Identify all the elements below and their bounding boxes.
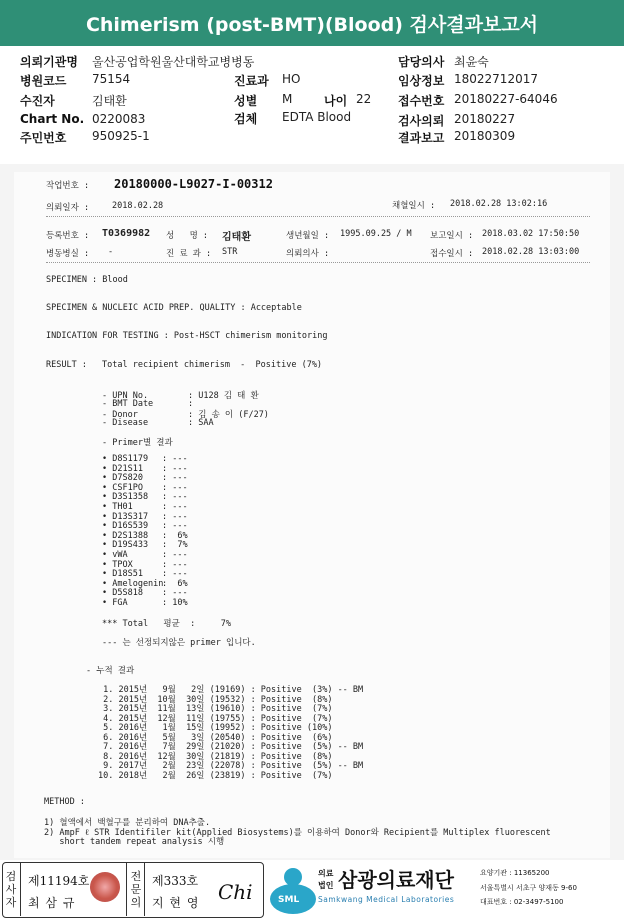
tester-license: 제11194호 [28, 874, 90, 888]
divider [126, 862, 127, 916]
info-row [102, 399, 193, 409]
sml-text: SML [278, 895, 300, 905]
reg-value: T0369982 [102, 228, 151, 239]
request-label: 검사의뢰 [398, 114, 445, 128]
primer-row-key: • TPOX [102, 559, 133, 570]
cumulative-row: 7. 2016년 7월 29일 (21020) : Positive (5%) -- BM [98, 742, 364, 752]
work-no-label: 작업번호 : [46, 181, 90, 191]
primer-row-value: : 7% [162, 540, 188, 551]
cumulative-row: 9. 2017년 2월 23일 (22078) : Positive (5%) -- BM [98, 761, 364, 771]
result-label: RESULT : [46, 360, 87, 370]
cumulative-row: 8. 2016년 12월 30일 (21819) : Positive (8%) [98, 751, 333, 762]
doctor-label: 담당의사 [398, 55, 445, 69]
primer-row-key: • CSF1PO [102, 482, 143, 493]
age-value: 22 [356, 92, 372, 106]
primer-row-value: : --- [162, 559, 188, 570]
report-header [0, 46, 624, 164]
primer-row-value: : --- [162, 473, 188, 484]
primer-row-value: : --- [162, 511, 188, 522]
primer-row [102, 492, 188, 502]
indication-line: INDICATION FOR TESTING : Post-HSCT chimerism monitoring [46, 331, 328, 341]
info-row-key: - UPN No. [102, 391, 149, 401]
info-row-key: - Disease [102, 417, 149, 428]
primer-row [102, 521, 188, 531]
collect-value: 2018.02.28 13:02:16 [450, 199, 548, 209]
primer-row [102, 560, 188, 570]
primer-row-key: • Amelogenin [102, 578, 164, 589]
primer-row-key: • TH01 [102, 502, 133, 512]
doctor-value: 최윤숙 [454, 55, 489, 69]
scan-dept-label: 진 료 과 : [166, 249, 212, 259]
receipt-label: 접수일시 : [430, 249, 474, 259]
info-row-key: - BMT Date [102, 398, 154, 409]
specimen-value: EDTA Blood [282, 110, 352, 124]
scan-report-label: 보고일시 : [430, 231, 474, 241]
collect-label: 채혈일시 : [392, 201, 436, 211]
receipt-no-label: 접수번호 [398, 94, 445, 108]
primer-row [102, 464, 188, 474]
scan-dept-value: STR [222, 247, 238, 257]
primer-row-value: : --- [162, 492, 188, 503]
primer-row [102, 483, 188, 493]
report-value: 20180309 [454, 129, 516, 143]
info-row-value: : SAA [188, 417, 214, 428]
primer-row-value: : 6% [162, 530, 188, 541]
primer-row [102, 454, 188, 464]
ward-value: - [108, 247, 114, 257]
primer-row [102, 550, 188, 560]
org-small-bottom: 법인 [318, 881, 334, 890]
signature: Chi [218, 880, 253, 904]
primer-row-key: • D19S433 [102, 540, 149, 551]
primer-row [102, 540, 188, 550]
specimen-line: SPECIMEN : Blood [46, 275, 128, 285]
report-title: Chimerism (post-BMT)(Blood) 검사결과보고서 [0, 0, 624, 46]
primer-row-value: : --- [162, 521, 188, 532]
primer-row [102, 502, 188, 512]
hospital-code-label: 병원코드 [20, 74, 67, 88]
method-line: 2) AmpF ℓ STR Identifiler kit(Applied Biosystems)를 이용하여 Donor와 Recipient를 Multiplex fluorescent [44, 827, 551, 838]
footer [0, 860, 624, 924]
seal-stamp [90, 872, 120, 902]
specialist-name: 지 현 영 [152, 896, 200, 910]
primer-row [102, 473, 188, 483]
sex-label: 성별 [234, 94, 258, 108]
primer-title: - Primer별 결과 [102, 438, 173, 448]
contact3: 대표번호 : 02-3497-5100 [480, 898, 564, 906]
receipt-value: 2018.02.28 13:03:00 [482, 247, 580, 257]
primer-row-value: : 6% [162, 578, 188, 589]
cumulative-row: 2. 2015년 10월 30일 (19532) : Positive (8%) [98, 694, 333, 705]
primer-row-key: • D13S317 [102, 511, 149, 522]
sml-logo [270, 868, 316, 914]
primer-row-key: • D8S1179 [102, 454, 149, 464]
primer-row-key: • FGA [102, 598, 128, 608]
result-text: Total recipient chimerism - Positive (7%) [102, 360, 323, 370]
scan-doctor-label: 의뢰의사 : [286, 249, 330, 259]
institution-label: 의뢰기관명 [20, 55, 78, 69]
cumulative-row: 5. 2016년 1월 15일 (19952) : Positive (10%) [98, 723, 333, 733]
name-value: 김태환 [222, 232, 251, 243]
receipt-no-value: 20180227-64046 [454, 92, 558, 106]
primer-row [102, 569, 188, 579]
primer-row-key: • D5S818 [102, 588, 143, 599]
specialist-license: 제333호 [152, 874, 199, 888]
primer-row-value: : --- [162, 569, 188, 580]
tester-label: 검사자 [5, 870, 17, 909]
primer-row-value: : --- [162, 550, 188, 560]
request-date-label: 의뢰일자 : [46, 203, 90, 213]
info-row [102, 418, 214, 428]
cumulative-row: 3. 2015년 11월 13일 (19610) : Positive (7%) [98, 704, 333, 714]
patient-label: 수진자 [20, 94, 55, 108]
primer-row-key: • vWA [102, 550, 128, 560]
patient-value: 김태환 [92, 94, 127, 108]
divider [144, 862, 145, 916]
chart-value: 0220083 [92, 112, 146, 126]
primer-row-key: • D2S1388 [102, 530, 149, 541]
method-label: METHOD : [44, 797, 85, 807]
info-row-value: : 김 송 이 (F/27) [188, 410, 269, 420]
cumulative-row: 1. 2015년 9월 2일 (19169) : Positive (3%) -- BM [98, 685, 364, 695]
dob-label: 생년월일 : [286, 231, 330, 241]
primer-row-value: : --- [162, 482, 188, 493]
age-label: 나이 [324, 94, 348, 108]
quality-line: SPECIMEN & NUCLEIC ACID PREP. QUALITY : Acceptable [46, 303, 302, 313]
institution-value: 울산공업학원울산대학교병병동 [92, 55, 255, 69]
primer-row [102, 579, 188, 589]
dept-value: HO [282, 72, 301, 86]
primer-row-value: : --- [162, 463, 188, 474]
org-small-top: 의료 [318, 869, 334, 878]
info-row-value: : U128 김 태 환 [188, 391, 259, 401]
clinical-value: 18022712017 [454, 72, 538, 86]
primer-row [102, 512, 188, 522]
ward-label: 병동병실 : [46, 249, 90, 259]
work-no-value: 20180000-L9027-I-00312 [114, 177, 273, 191]
report-label: 결과보고 [398, 131, 445, 145]
primer-row-key: • D21S11 [102, 463, 143, 474]
hospital-code-value: 75154 [92, 72, 131, 86]
primer-row-value: : 10% [162, 598, 188, 608]
cumulative-title: - 누적 결과 [86, 666, 135, 676]
primer-row [102, 588, 188, 598]
request-value: 20180227 [454, 112, 516, 126]
contact1: 요양기관 : 11365200 [480, 869, 550, 877]
rrn-value: 950925-1 [92, 129, 150, 143]
method-line: 1) 혈액에서 백혈구를 분리하여 DNA추출. [44, 818, 211, 828]
primer-row [102, 531, 188, 541]
separator [46, 262, 590, 263]
sex-value: M [282, 92, 293, 106]
primer-row-key: • D3S1358 [102, 492, 149, 503]
cumulative-row: 6. 2016년 5월 3일 (20540) : Positive (6%) [98, 732, 333, 743]
org-name: 삼광의료재단 [338, 868, 454, 892]
clinical-label: 임상정보 [398, 74, 445, 88]
primer-row-key: • D18S51 [102, 569, 143, 580]
primer-row-value: : --- [162, 454, 188, 464]
tester-name: 최 삼 규 [28, 896, 76, 910]
org-en: Samkwang Medical Laboratories [318, 895, 455, 904]
scan-report-value: 2018.03.02 17:50:50 [482, 229, 580, 239]
total-line: *** Total 평균 : 7% [102, 619, 232, 629]
primer-row [102, 598, 188, 608]
specimen-label: 검체 [234, 112, 258, 126]
primer-row-key: • D7S820 [102, 473, 143, 484]
cumulative-row: 4. 2015년 12월 11일 (19755) : Positive (7%) [98, 713, 333, 724]
separator [46, 216, 590, 217]
dob-value: 1995.09.25 / M [340, 229, 412, 239]
rrn-label: 주민번호 [20, 131, 67, 145]
chart-label: Chart No. [20, 112, 85, 126]
request-date-value: 2018.02.28 [112, 201, 164, 211]
method-line: short tandem repeat analysis 시행 [44, 837, 225, 847]
primer-row-value: : --- [162, 588, 188, 599]
cumulative-row: 10. 2018년 2월 26일 (23819) : Positive (7%) [98, 770, 333, 781]
note-line: --- 는 선정되지않은 primer 입니다. [102, 638, 256, 648]
primer-row-value: : --- [162, 502, 188, 512]
scanned-report [14, 172, 610, 858]
divider [20, 862, 21, 916]
info-row-key: - Donor [102, 410, 138, 420]
primer-row-key: • D16S539 [102, 521, 149, 532]
info-row-value: : [188, 398, 194, 409]
reg-label: 등록번호 : [46, 231, 90, 241]
dept-label: 진료과 [234, 74, 269, 88]
contact2: 서울특별시 서초구 양재동 9-60 [480, 884, 577, 892]
specialist-label: 전문의 [130, 870, 142, 909]
name-label: 성 명 : [166, 231, 209, 241]
